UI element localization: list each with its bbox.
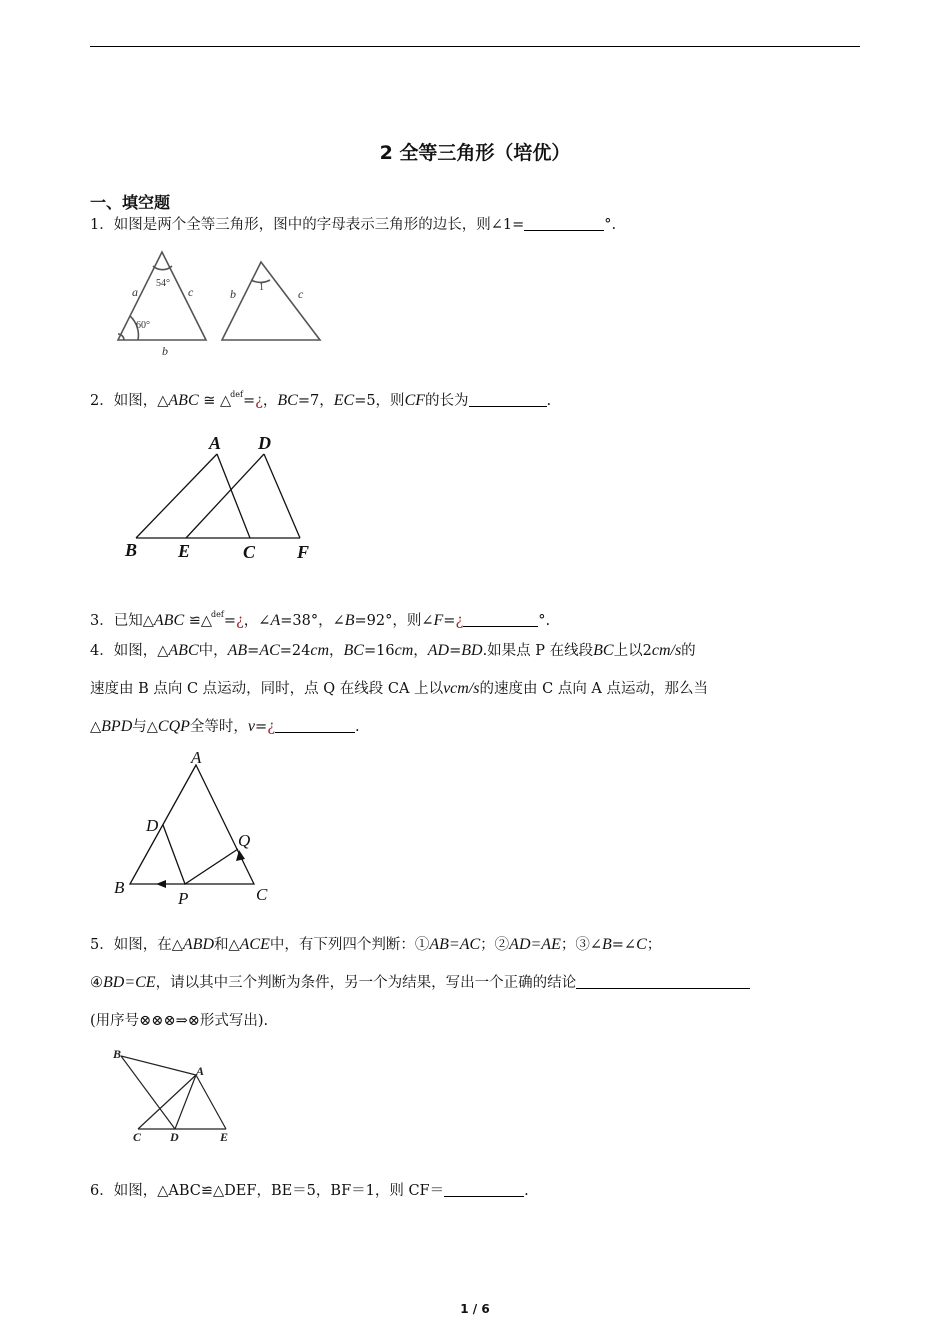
question-number: 3． [90,613,114,629]
question-number: 2． [90,393,114,409]
question-1 [90,215,616,235]
label-B: B [113,1047,122,1061]
label-F: F [297,542,310,562]
label-Q: Q [238,831,251,850]
label-angle-60: 60° [136,320,150,331]
figure-q5-triangles [108,1045,238,1145]
label-c-right: c [298,287,304,301]
label-A: A [209,433,222,453]
question-5-line-1: 5．如图，在△ABD和△ACE中，有下列四个判断：①AB=AC；②AD=AE；③∠B=∠C； [90,936,662,953]
label-B: B [114,878,125,897]
label-B: B [125,540,138,560]
label-C: C [256,885,268,904]
label-C: C [133,1130,142,1144]
label-D: D [258,433,271,453]
question-number: 1． [90,217,114,233]
header-rule [90,46,860,47]
question-text: 如图是两个全等三角形，图中的字母表示三角形的边长，则∠1= [113,217,525,233]
arrow-along-bc [156,880,166,888]
label-a: a [132,285,138,299]
question-number: 6． [90,1183,114,1199]
question-text: 如图，△ABC≌△DEF，BE＝5，BF＝1，则 CF＝ [113,1183,445,1199]
question-end: °. [604,217,617,233]
label-D: D [170,1130,179,1144]
answer-blank[interactable] [275,718,355,733]
figure-q2-triangles [118,428,328,568]
label-angle-1: 1 [259,282,264,293]
label-E: E [178,541,191,561]
figure-q4-triangle [108,745,288,910]
figure-two-triangles [110,248,330,360]
segments-dpq [163,825,238,884]
question-2: 2．如图，△ABC ≅ △$^{def}$=¿，BC=7，EC=5，则CF的长为 . [90,390,552,409]
section-heading: 一、填空题 [90,193,171,212]
triangle-right [222,262,320,340]
answer-blank[interactable] [469,392,547,407]
question-number: 4． [90,643,114,659]
question-4-line-1: 4．如图，△ABC中，AB=AC=24cm，BC=16cm，AD=BD.如果点 P 在线段BC上以2cm/s的 [90,642,696,659]
question-6: 6．如图，△ABC≌△DEF，BE＝5，BF＝1，则 CF＝ . [90,1183,529,1199]
label-E: E [220,1130,229,1144]
answer-blank[interactable] [524,216,604,231]
def-symbol: def [230,390,243,399]
question-3: 3．已知△ABC ≌△$^{def}$=¿，∠A=38°，∠B=92°，则∠F=¿ °. [90,610,551,629]
question-4-line-2: 速度由 B 点向 C 点运动，同时，点 Q 在线段 CA 上以vcm/s的速度由 C 点向 A 点运动，那么当 [90,680,709,697]
label-P: P [178,889,189,908]
question-number: 5． [90,937,114,953]
question-5-line-2: ④BD=CE，请以其中三个判断为条件，另一个为结果，写出一个正确的结论 [90,973,750,993]
def-symbol: def [211,610,224,619]
answer-blank[interactable] [444,1182,524,1197]
label-b: b [162,344,168,358]
label-C: C [243,542,256,562]
page-number: 1 / 6 [460,1302,490,1316]
label-c: c [188,285,194,299]
arrow-along-ca [236,850,245,861]
label-b-right: b [230,287,236,301]
label-D: D [146,816,159,835]
question-5-line-3: (用序号⊗⊗⊗⇒⊗形式写出). [90,1013,269,1029]
label-A: A [196,1064,205,1078]
answer-blank[interactable] [463,612,538,627]
label-angle-54: 54° [156,278,170,289]
answer-blank[interactable] [576,974,750,989]
page-title: 2 全等三角形（培优） [379,142,571,164]
question-4-line-3: △BPD与△CQP全等时，v=¿ . [90,718,360,735]
label-A: A [191,748,202,767]
